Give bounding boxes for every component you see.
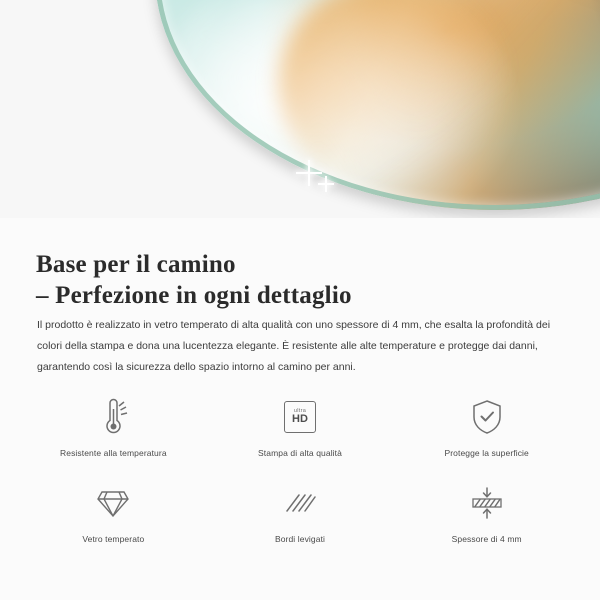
product-description [37, 315, 569, 378]
shield-check-icon [471, 394, 503, 440]
feature-label: Bordi levigati [274, 534, 326, 544]
feature-item [393, 480, 580, 556]
ultra-hd-badge-top: ultra [293, 407, 307, 414]
diamond-icon [94, 480, 132, 526]
ultra-hd-badge-main: HD [292, 413, 308, 426]
thickness-arrows-icon [467, 480, 507, 526]
headline-line-1: Base per il camino [36, 250, 236, 278]
feature-label: Protegge la superficie [444, 448, 529, 458]
feature-item [20, 394, 207, 470]
feature-label: Stampa di alta qualità [258, 448, 342, 458]
thermometer-icon [96, 394, 130, 440]
ultra-hd-icon [284, 394, 316, 440]
headline-line-2: – Perfezione in ogni dettaglio [36, 281, 352, 309]
product-description-text: Il prodotto è realizzato in vetro temperato di alta qualità con uno spessore di 4 mm, che esalta la profondità dei colori della stampa e dona una lucentezza elegante. È resistente alle alte temperature e protegge dai danni, garantendo così la sicurezza dello spazio intorno al camino per anni. [37, 319, 551, 373]
hero-image [0, 0, 600, 218]
feature-label: Spessore di 4 mm [451, 534, 522, 544]
feature-label: Resistente alla temperatura [60, 448, 167, 458]
page-title [36, 249, 576, 311]
feature-label: Vetro temperato [82, 534, 145, 544]
feature-item [207, 394, 394, 470]
feature-item [207, 480, 394, 556]
feature-item [20, 480, 207, 556]
feature-item [393, 394, 580, 470]
feature-grid [20, 394, 580, 556]
polished-edges-icon [281, 480, 319, 526]
